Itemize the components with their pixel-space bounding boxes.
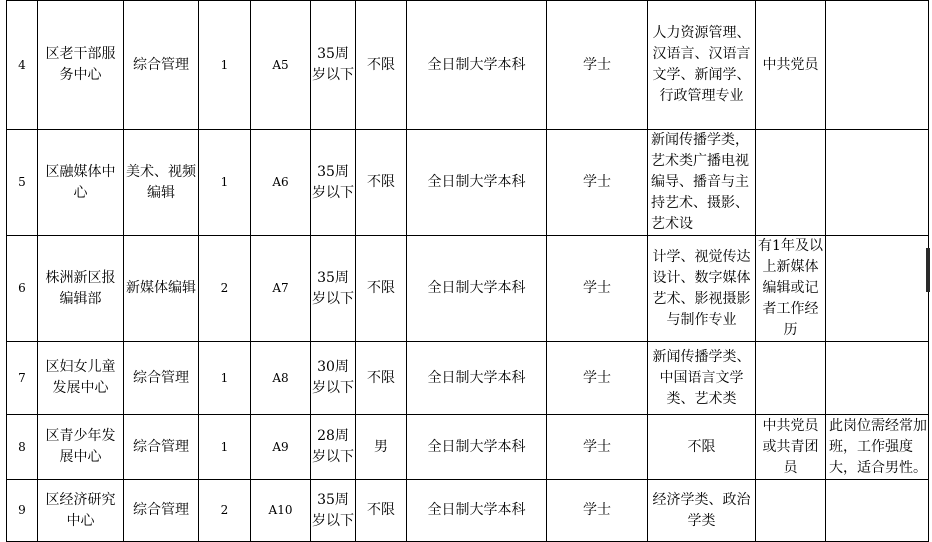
age-requirement: 35周岁以下 <box>311 130 356 236</box>
remark <box>826 480 929 542</box>
hire-count: 2 <box>199 236 251 342</box>
recruitment-table <box>6 0 929 542</box>
position-code: A10 <box>251 480 311 542</box>
unit-name: 区经济研究中心 <box>38 480 124 542</box>
degree-requirement: 学士 <box>547 236 648 342</box>
gender-requirement: 不限 <box>356 1 407 130</box>
degree-requirement: 学士 <box>547 130 648 236</box>
row-index: 5 <box>7 130 38 236</box>
position-code: A9 <box>251 415 311 480</box>
position-name: 综合管理 <box>124 342 199 415</box>
position-name: 美术、视频编辑 <box>124 130 199 236</box>
education-requirement: 全日制大学本科 <box>407 480 547 542</box>
education-requirement: 全日制大学本科 <box>407 1 547 130</box>
hire-count: 1 <box>199 415 251 480</box>
education-requirement: 全日制大学本科 <box>407 342 547 415</box>
gender-requirement: 不限 <box>356 236 407 342</box>
unit-name: 株洲新区报编辑部 <box>38 236 124 342</box>
remark <box>826 342 929 415</box>
major-requirement: 不限 <box>648 415 756 480</box>
row-index: 7 <box>7 342 38 415</box>
table-row <box>7 1 929 130</box>
education-requirement: 全日制大学本科 <box>407 130 547 236</box>
hire-count: 1 <box>199 130 251 236</box>
remark <box>826 236 929 342</box>
other-requirement: 有1年及以上新媒体编辑或记者工作经历 <box>756 236 826 342</box>
unit-name: 区青少年发展中心 <box>38 415 124 480</box>
other-requirement <box>756 130 826 236</box>
major-requirement: 经济学类、政治学类 <box>648 480 756 542</box>
age-requirement: 35周岁以下 <box>311 480 356 542</box>
degree-requirement: 学士 <box>547 415 648 480</box>
table-row <box>7 236 929 342</box>
unit-name: 区妇女儿童发展中心 <box>38 342 124 415</box>
other-requirement: 中共党员 <box>756 1 826 130</box>
row-index: 4 <box>7 1 38 130</box>
gender-requirement: 不限 <box>356 480 407 542</box>
remark: 此岗位需经常加班，工作强度大，适合男性。 <box>826 415 929 480</box>
table-row <box>7 130 929 236</box>
education-requirement: 全日制大学本科 <box>407 415 547 480</box>
age-requirement: 35周岁以下 <box>311 1 356 130</box>
education-requirement: 全日制大学本科 <box>407 236 547 342</box>
row-index: 6 <box>7 236 38 342</box>
position-code: A5 <box>251 1 311 130</box>
hire-count: 2 <box>199 480 251 542</box>
remark <box>826 130 929 236</box>
degree-requirement: 学士 <box>547 1 648 130</box>
age-requirement: 28周岁以下 <box>311 415 356 480</box>
gender-requirement: 不限 <box>356 130 407 236</box>
age-requirement: 30周岁以下 <box>311 342 356 415</box>
position-code: A7 <box>251 236 311 342</box>
position-name: 综合管理 <box>124 415 199 480</box>
major-requirement: 人力资源管理、汉语言、汉语言文学、新闻学、行政管理专业 <box>648 1 756 130</box>
position-name: 综合管理 <box>124 480 199 542</box>
position-name: 综合管理 <box>124 1 199 130</box>
table-row <box>7 415 929 480</box>
position-code: A6 <box>251 130 311 236</box>
gender-requirement: 不限 <box>356 342 407 415</box>
table-row <box>7 480 929 542</box>
major-requirement: 新闻传播学类、中国语言文学类、艺术类 <box>648 342 756 415</box>
other-requirement <box>756 480 826 542</box>
age-requirement: 35周岁以下 <box>311 236 356 342</box>
hire-count: 1 <box>199 1 251 130</box>
row-index: 9 <box>7 480 38 542</box>
row-index: 8 <box>7 415 38 480</box>
other-requirement: 中共党员或共青团员 <box>756 415 826 480</box>
remark <box>826 1 929 130</box>
unit-name: 区老干部服务中心 <box>38 1 124 130</box>
position-code: A8 <box>251 342 311 415</box>
scroll-marker <box>926 248 930 292</box>
degree-requirement: 学士 <box>547 480 648 542</box>
other-requirement <box>756 342 826 415</box>
degree-requirement: 学士 <box>547 342 648 415</box>
hire-count: 1 <box>199 342 251 415</box>
table-row <box>7 342 929 415</box>
unit-name: 区融媒体中心 <box>38 130 124 236</box>
position-name: 新媒体编辑 <box>124 236 199 342</box>
gender-requirement: 男 <box>356 415 407 480</box>
major-requirement: 计学、视觉传达设计、数字媒体艺术、影视摄影与制作专业 <box>648 236 756 342</box>
major-requirement: 新闻传播学类，艺术类广播电视编导、播音与主持艺术、摄影、艺术设 <box>648 130 756 236</box>
